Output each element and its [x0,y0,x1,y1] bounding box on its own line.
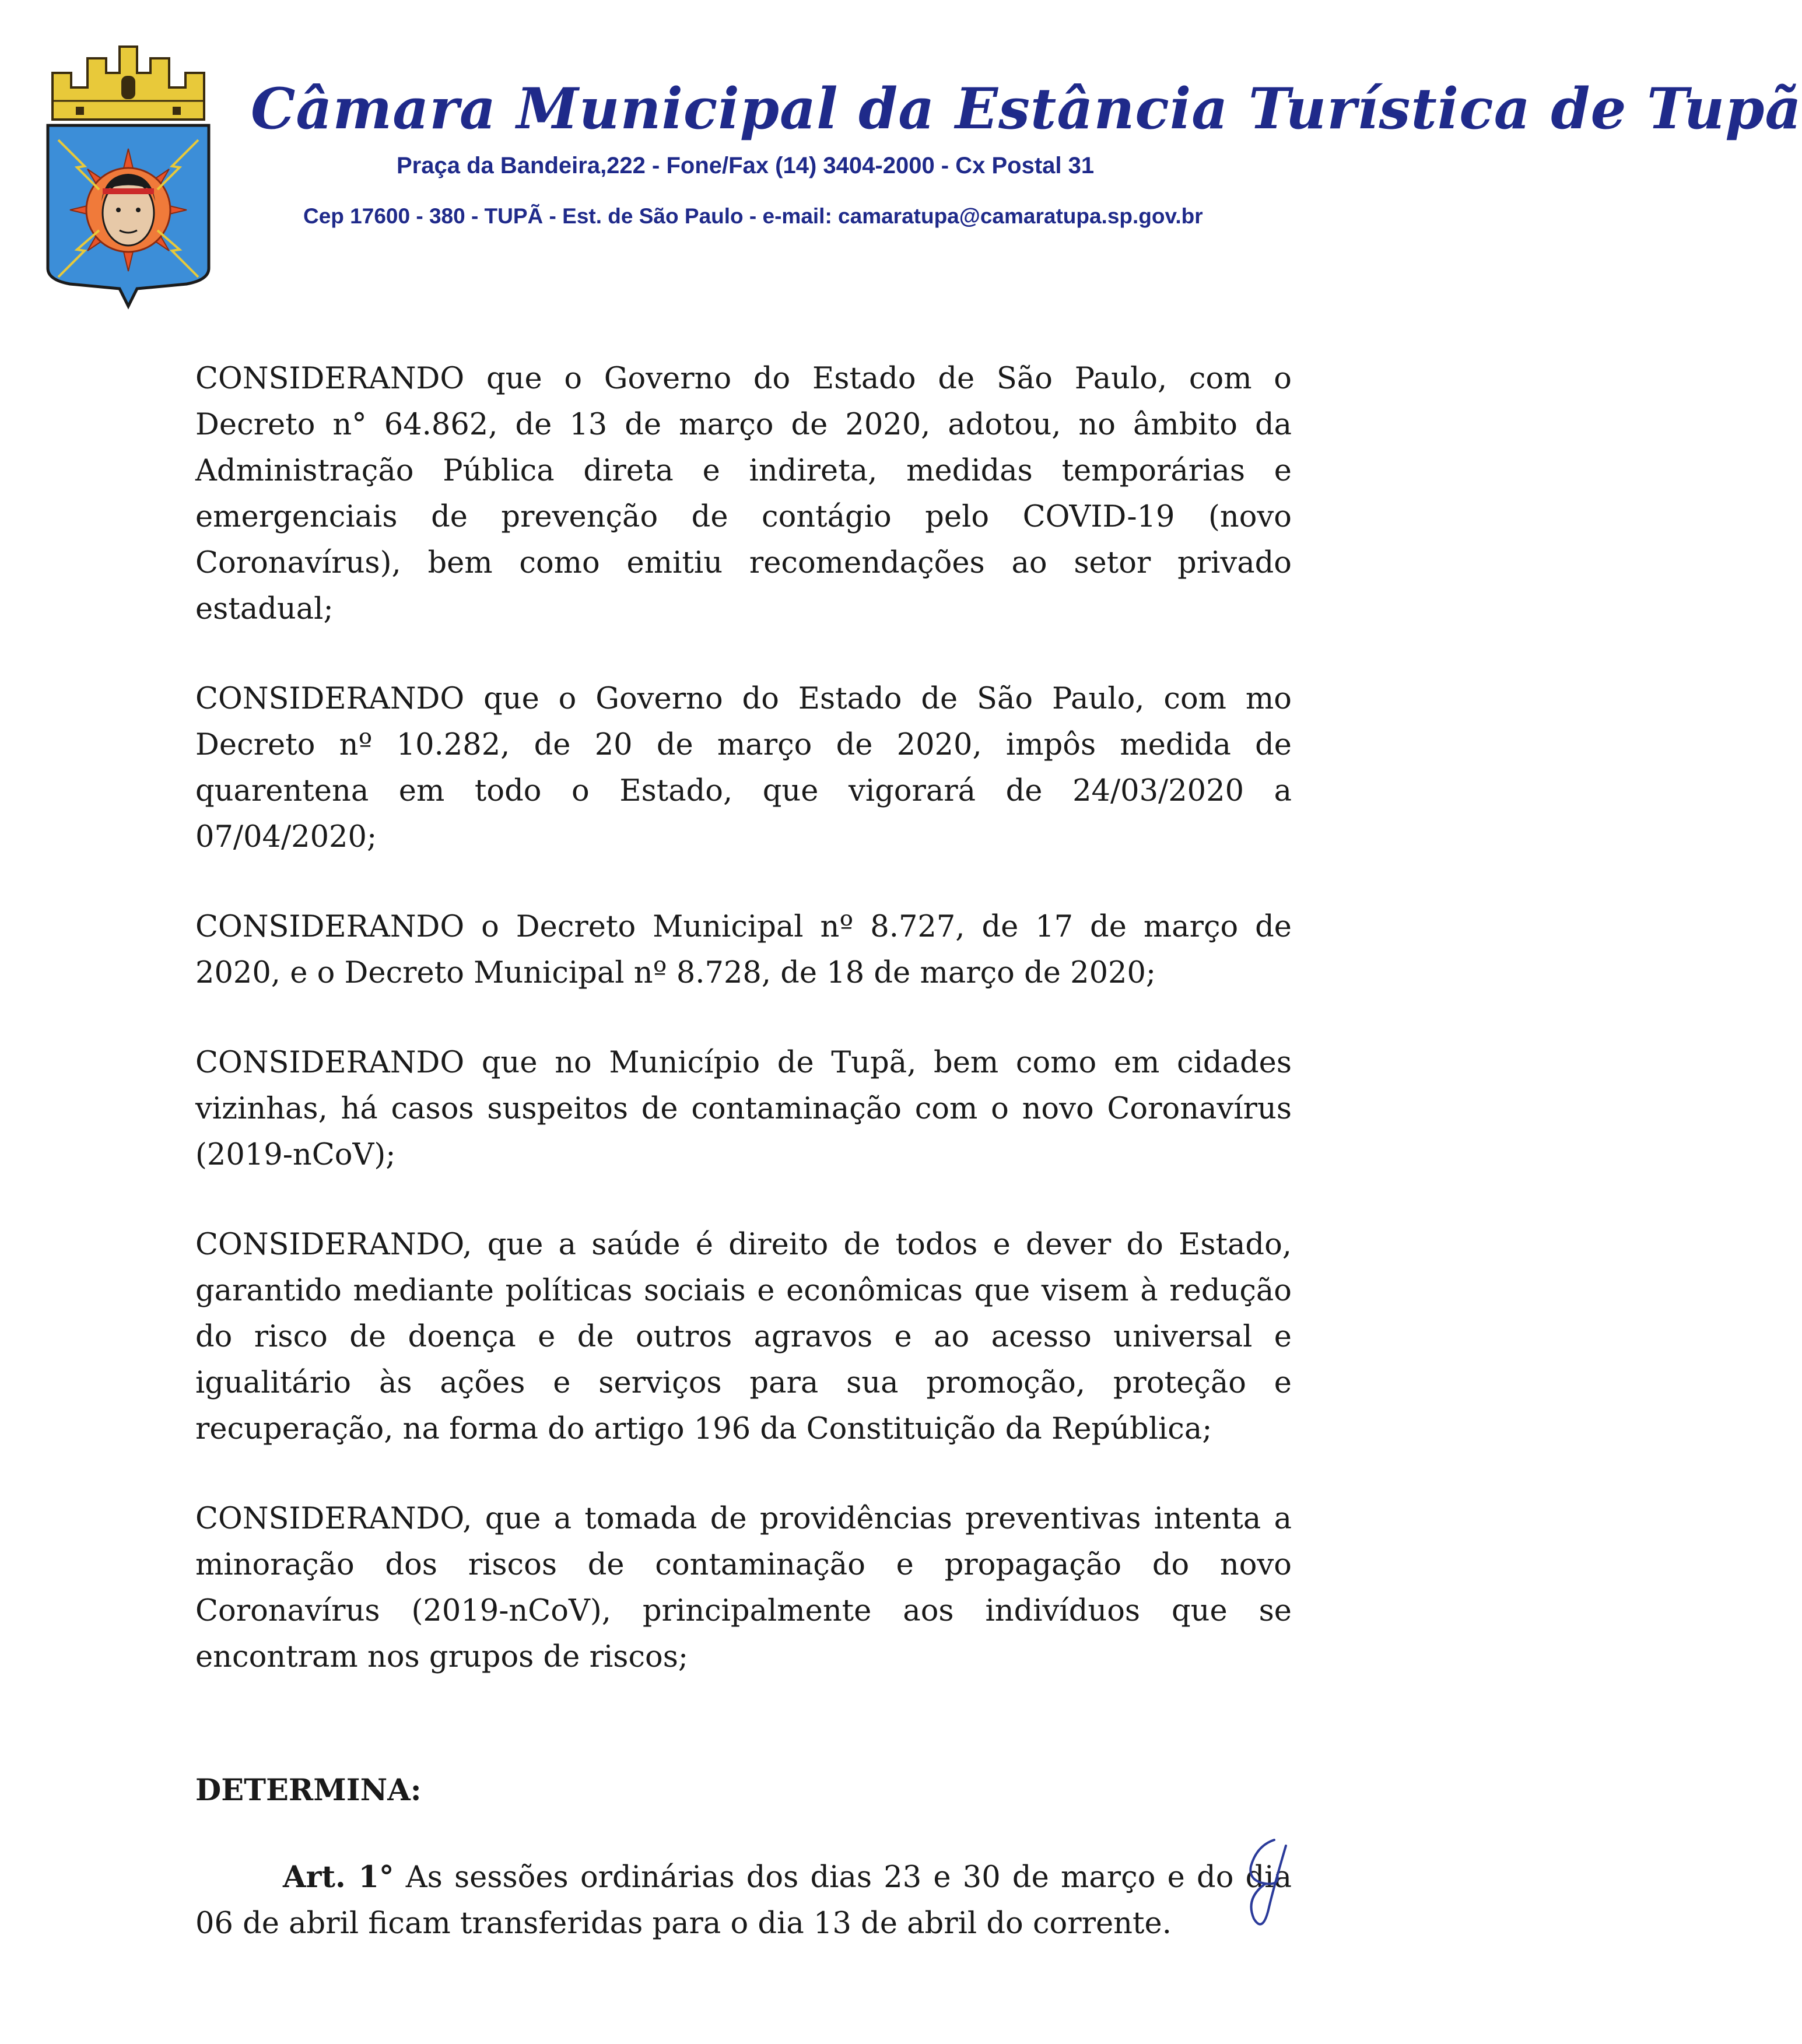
handwritten-initials-icon [1233,1834,1298,1939]
considerando-paragraph-5: CONSIDERANDO, que a saúde é direito de todos e dever do Estado, garantido mediante políticas sociais e econômicas que visem à redução do risco de doença e de outros agravos e ao acesso universal e igualitário às ações e serviços para sua promoção, proteção e recuperação, na forma do artigo 196 da Constituição da República; [195,1228,1292,1446]
address-line-2: Cep 17600 - 380 - TUPÃ - Est. de São Paulo - e-mail: camaratupa@camaratupa.sp.gov.br [303,204,1203,228]
article-1 [195,1854,1292,1947]
letterhead [0,0,1802,327]
chamber-title: Câmara Municipal da Estância Turística de Tupã [251,76,1802,142]
considerando-paragraph-6: CONSIDERANDO, que a tomada de providências preventivas intenta a minoração dos riscos de contaminação e propagação do novo Coronavírus (2019-nCoV), principalmente aos indivíduos que se encontram nos grupos de riscos; [195,1502,1292,1674]
determina-heading: DETERMINA: [195,1773,422,1808]
considerando-paragraph-2: CONSIDERANDO que o Governo do Estado de São Paulo, com mo Decreto nº 10.282, de 20 de março de 2020, impôs medida de quarentena em todo o Estado, que vigorará de 24/03/2020 a 07/04/2020; [195,682,1292,854]
article-1-text: As sessões ordinárias dos dias 23 e 30 de março e do dia 06 de abril ficam transferidas para o dia 13 de abril do corrente. [195,1860,1292,1941]
address-line-1: Praça da Bandeira,222 - Fone/Fax (14) 3404-2000 - Cx Postal 31 [397,153,1095,178]
considerando-paragraph-3: CONSIDERANDO o Decreto Municipal nº 8.727, de 17 de março de 2020, e o Decreto Municipal nº 8.728, de 18 de março de 2020; [195,910,1292,990]
document-body [195,356,1292,1947]
municipal-coat-of-arms-icon [41,32,216,312]
article-1-label: Art. 1° [283,1860,394,1895]
considerando-paragraph-1: CONSIDERANDO que o Governo do Estado de São Paulo, com o Decreto n° 64.862, de 13 de março de 2020, adotou, no âmbito da Administração Pública direta e indireta, medidas temporárias e emergenciais de prevenção de contágio pelo COVID-19 (novo Coronavírus), bem como emitiu recomendações ao setor privado estadual; [195,362,1292,626]
considerando-paragraph-4: CONSIDERANDO que no Município de Tupã, bem como em cidades vizinhas, há casos suspeitos de contaminação com o novo Coronavírus (2019-nCoV); [195,1046,1292,1172]
